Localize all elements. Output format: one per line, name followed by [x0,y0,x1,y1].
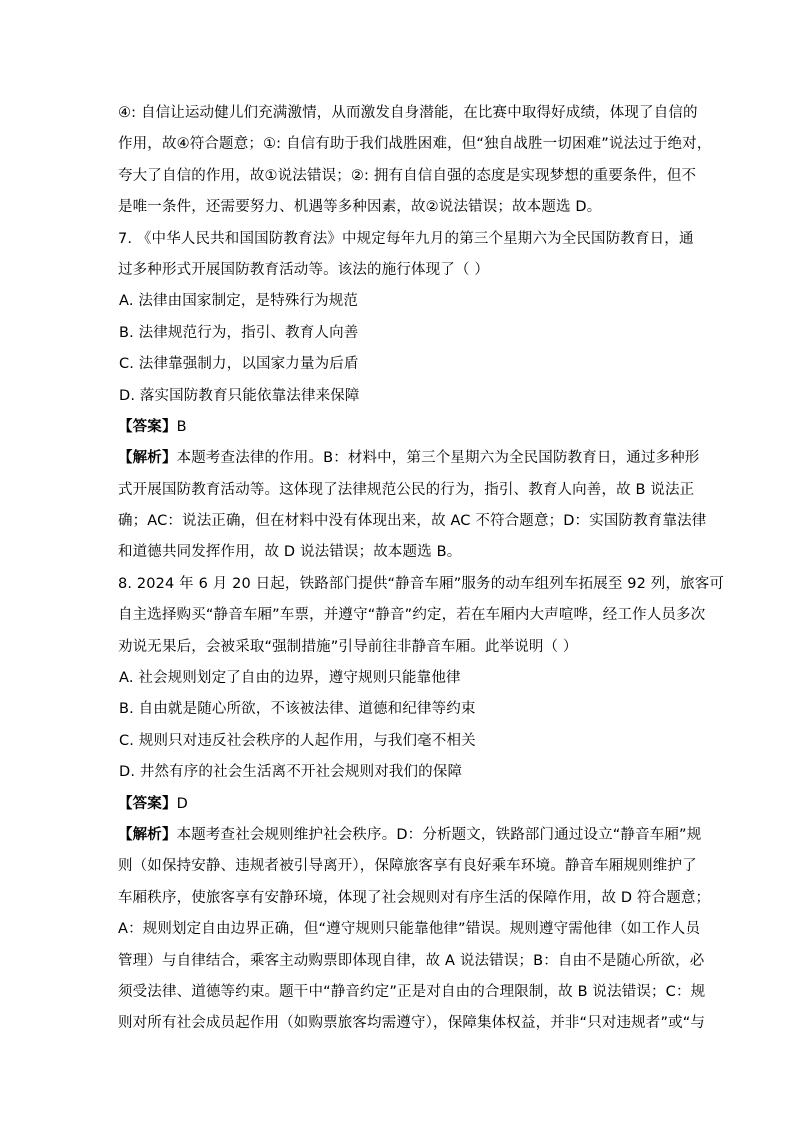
q7-option-b: B. 法律规范行为，指引、教育人向善 [119,324,359,341]
prev-explanation-line: 夸大了自信的作用，故①说法错误；②: 拥有自信自强的态度是实现梦想的重要条件，但不 [118,167,697,184]
q7-answer-tag: 【答案】 [118,418,177,435]
prev-explanation-line: 是唯一条件，还需要努力、机遇等多种因素，故②说法错误；故本题选 D。 [118,199,602,216]
prev-explanation-line: ④: 自信让运动健儿们充满激情，从而激发自身潜能，在比赛中取得好成绩，体现了自信的 [118,105,698,121]
prev-explanation-line: 作用，故④符合题意；①: 自信有助于我们战胜困难，但“独自战胜一切困难”说法过于绝对， [118,136,712,153]
q8-analysis-line: 车厢秩序，使旅客享有安静环境，体现了社会规则对有序生活的保障作用，故 D 符合题意； [118,889,711,906]
q7-option-c: C. 法律靠强制力，以国家力量为后盾 [119,356,359,373]
q8-analysis-line: 管理）与自律结合，乘客主动购票即体现自律，故 A 说法错误；B：自由不是随心所欲，必 [118,952,705,969]
q8-analysis-line: A：规则划定自由边界正确，但“遵守规则只能靠他律”错误。规则遵守需他律（如工作人员 [118,921,701,938]
q7-option-a: A. 法律由国家制定，是特殊行为规范 [119,293,359,310]
q8-answer [118,789,680,820]
q7-answer-value: B [176,418,187,435]
q8-stem-line: 8. 2024 年 6 月 20 日起，铁路部门提供“静音车厢”服务的动车组列车拓展至 92 列，旅客可 [118,575,725,592]
q8-option-d: D. 井然有序的社会生活离不开社会规则对我们的保障 [119,764,463,781]
q7-analysis-line: 确；AC：说法正确，但在材料中没有体现出来，故 AC 不符合题意；D：实国防教育靠法律 [118,513,707,530]
q8-analysis-line [118,820,702,851]
q7-stem-line: 过多种形式开展国防教育活动等。该法的施行体现了（ ） [118,261,490,278]
q8-answer-tag: 【答案】 [118,795,177,812]
q8-analysis-tag: 【解析】 [118,826,177,843]
q8-option-a: A. 社会规则划定了自由的边界，遵守规则只能靠他律 [119,670,461,687]
q8-analysis-line: 则对所有社会成员起作用（如购票旅客均需遵守），保障集体权益，并非“只对违规者”或“与 [118,1015,706,1032]
q7-analysis-text: 本题考查法律的作用。B：材料中，第三个星期六为全民国防教育日，通过多种形 [176,450,700,467]
q8-stem-line: 劝说无果后，会被采取“强制措施”引导前往非静音车厢。此举说明（ ） [118,638,578,655]
q8-option-b: B. 自由就是随心所欲，不该被法律、道德和纪律等约束 [119,701,476,718]
q7-stem-line: 7. 《中华人民共和国国防教育法》中规定每年九月的第三个星期六为全民国防教育日，通 [118,230,694,247]
q7-analysis-tag: 【解析】 [118,450,177,467]
q7-answer [118,412,680,443]
document-page [118,98,725,1040]
q8-analysis-line: 须受法律、道德等约束。题干中“静音约定”正是对自由的合理限制，故 B 说法错误；C：规 [118,983,706,1000]
q8-stem-line: 自主选择购买“静音车厢”车票，并遵守“静音”约定，若在车厢内大声喧哗，经工作人员多次 [118,607,706,624]
q8-analysis-line: 则（如保持安静、违规者被引导离开），保障旅客享有良好乘车环境。静音车厢规则维护了 [118,858,697,875]
q7-analysis-line: 和道德共同发挥作用，故 D 说法错误；故本题选 B。 [118,544,462,561]
q8-analysis-text: 本题考查社会规则维护社会秩序。D：分析题文，铁路部门通过设立“静音车厢”规 [176,826,702,843]
q8-answer-value: D [176,795,188,812]
q8-option-c: C. 规则只对违反社会秩序的人起作用，与我们毫不相关 [119,732,476,749]
q7-analysis-line [118,443,700,474]
q7-option-d: D. 落实国防教育只能依靠法律来保障 [119,387,360,404]
q7-analysis-line: 式开展国防教育活动等。这体现了法律规范公民的行为，指引、教育人向善，故 B 说法正 [118,481,695,498]
